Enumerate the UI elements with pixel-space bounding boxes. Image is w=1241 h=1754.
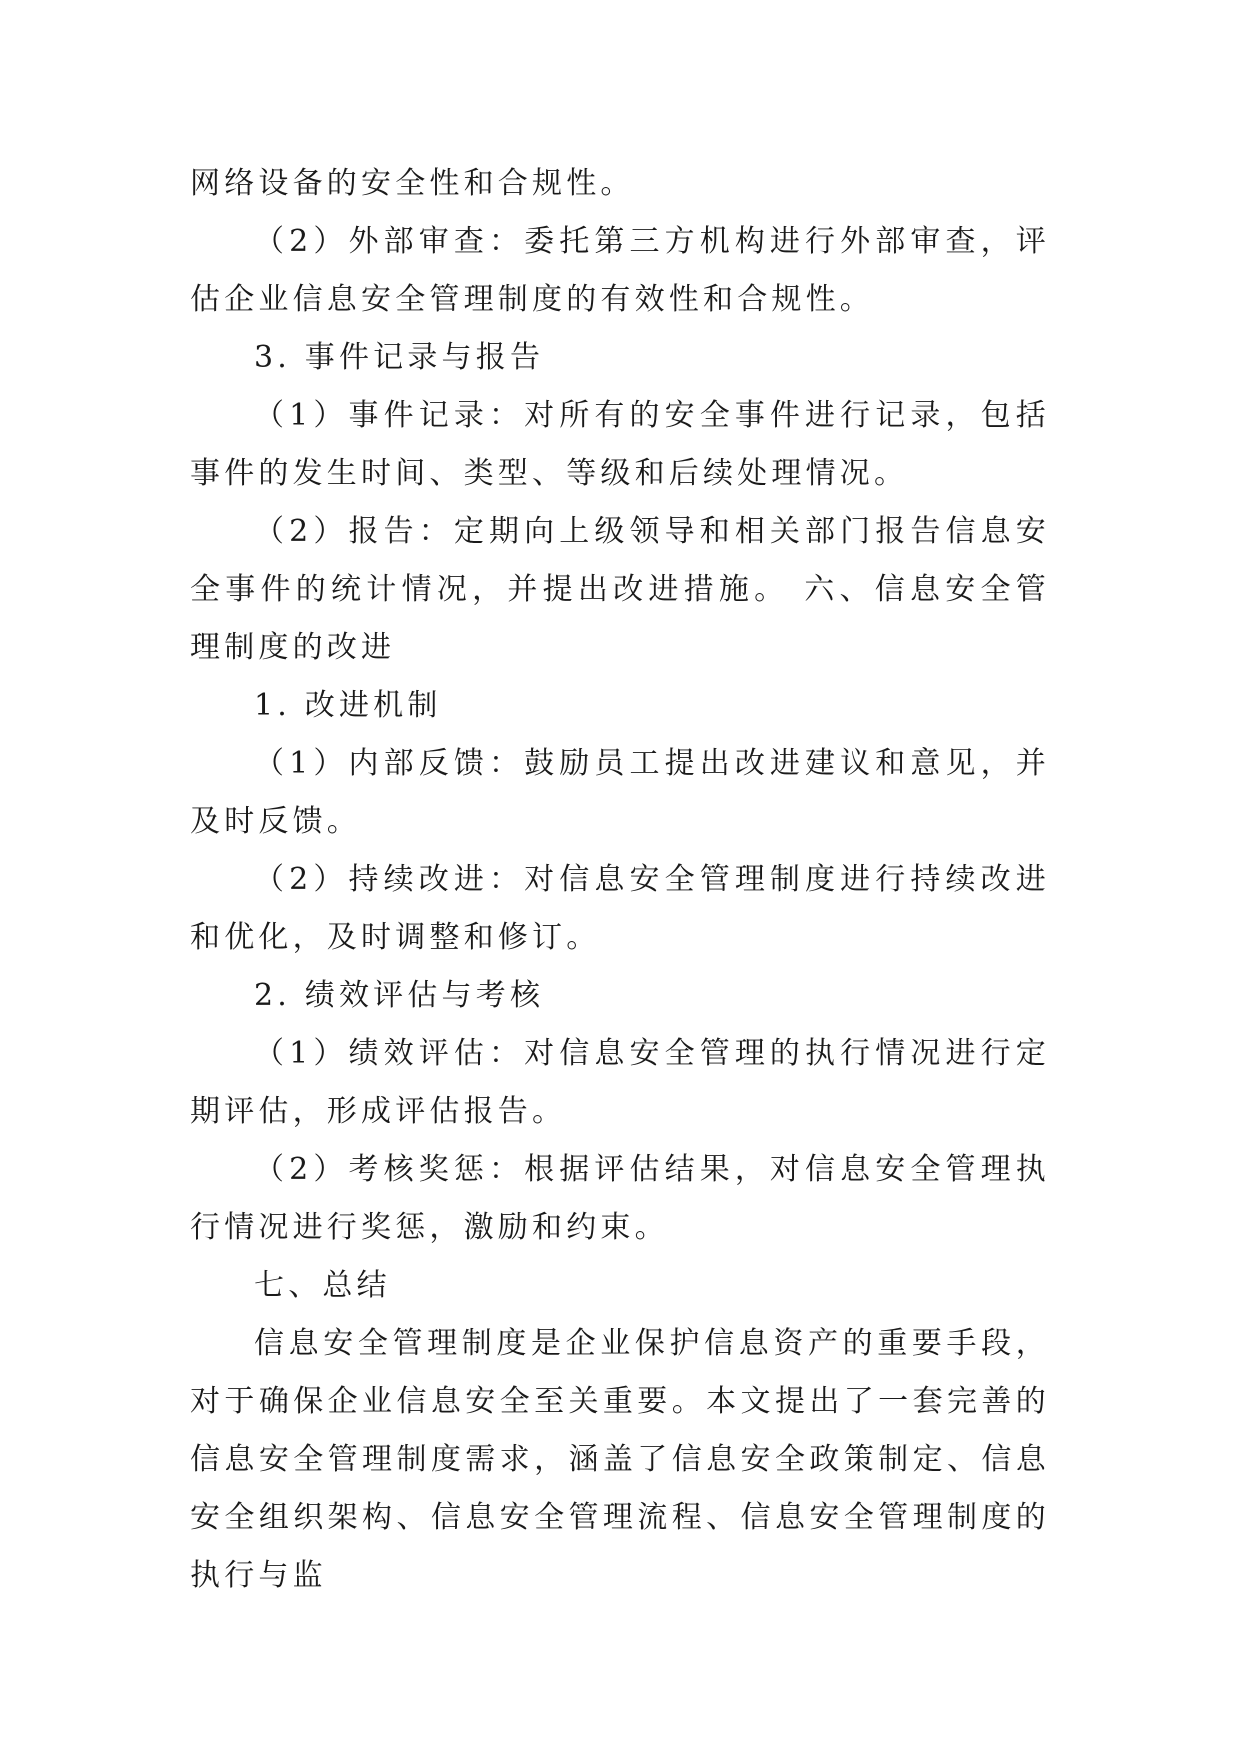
subheading-improvement-mechanism: 1. 改进机制 — [254, 688, 442, 723]
paragraph-internal-feedback: （1）内部反馈：鼓励员工提出改进建议和意见，并及时反馈。 — [190, 746, 1050, 839]
paragraph-external-review: （2）外部审查：委托第三方机构进行外部审查，评估企业信息安全管理制度的有效性和合规性。 — [190, 224, 1050, 317]
paragraph-rewards-penalties: （2）考核奖惩：根据评估结果，对信息安全管理执行情况进行奖惩，激励和约束。 — [190, 1152, 1050, 1245]
document-body — [190, 155, 1050, 1605]
subheading-event-recording: 3. 事件记录与报告 — [254, 340, 545, 375]
paragraph-continuation: 网络设备的安全性和合规性。 — [190, 166, 635, 201]
heading-summary: 七、总结 — [254, 1268, 391, 1303]
paragraph-report: （2）报告：定期向上级领导和相关部门报告信息安全事件的统计情况，并提出改进措施。 六、信息安全管理制度的改进 — [190, 514, 1050, 665]
paragraph-summary: 信息安全管理制度是企业保护信息资产的重要手段，对于确保企业信息安全至关重要。本文提出了一套完善的信息安全管理制度需求，涵盖了信息安全政策制定、信息安全组织架构、信息安全管理流程、信息安全管理制度的执行与监 — [190, 1326, 1050, 1593]
subheading-performance-assessment: 2. 绩效评估与考核 — [254, 978, 545, 1013]
paragraph-continuous-improvement: （2）持续改进：对信息安全管理制度进行持续改进和优化，及时调整和修订。 — [190, 862, 1050, 955]
paragraph-event-record: （1）事件记录：对所有的安全事件进行记录，包括事件的发生时间、类型、等级和后续处理情况。 — [190, 398, 1050, 491]
paragraph-performance-evaluation: （1）绩效评估：对信息安全管理的执行情况进行定期评估，形成评估报告。 — [190, 1036, 1050, 1129]
